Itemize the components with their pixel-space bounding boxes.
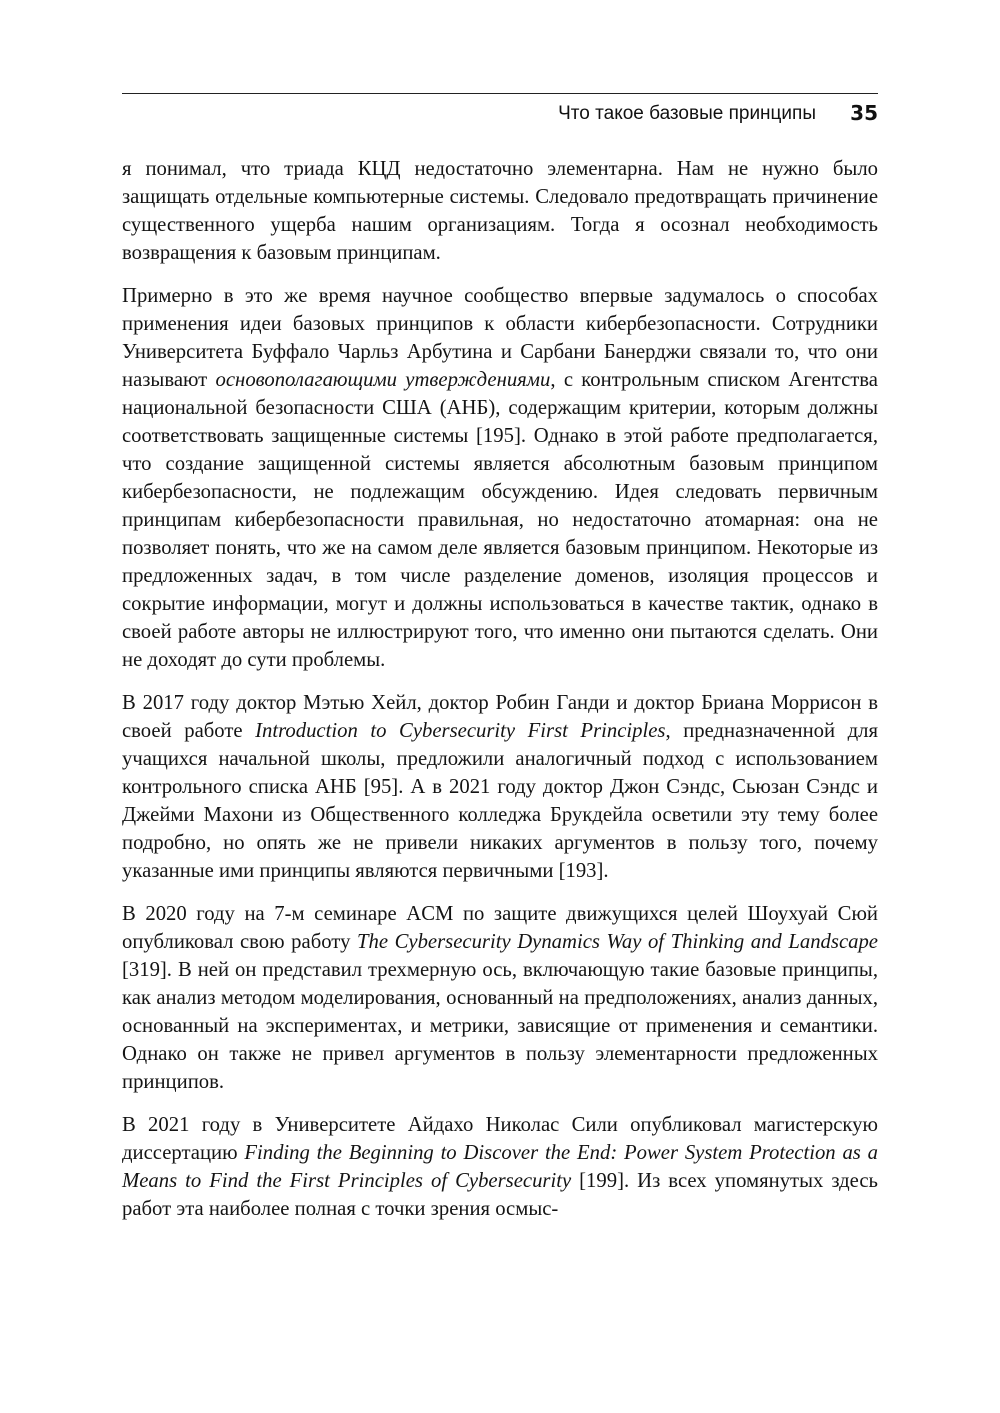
paragraph-5	[122, 1111, 878, 1223]
paragraph-text: В 2021 году в Университете Айдахо Николас Сили опубликовал магистерскую диссертацию	[122, 1114, 878, 1164]
italic-term: основополагающими утверждениями	[215, 369, 551, 391]
paragraph-2	[122, 282, 878, 674]
paragraph-text: Примерно в это же время научное сообщество впервые задумалось о способах применения идеи базовых принципов к области кибербезопасности. Сотрудники Университета Буффало Чарльз Арбутина и Сарбани Банерджи связали то, что они называют	[122, 285, 878, 391]
paragraph-4	[122, 900, 878, 1096]
italic-title: The Cybersecurity Dynamics Way of Thinking and Landscape	[356, 931, 878, 953]
paragraph-1	[122, 155, 878, 267]
paragraph-text: В 2020 году на 7-м семинаре ACM по защите движущихся целей Шоухуай Сюй опубликовал свою работу	[122, 903, 878, 953]
page-number: 35	[850, 101, 878, 125]
paragraph-3	[122, 689, 878, 885]
paragraph-text: В 2017 году доктор Мэтью Хейл, доктор Робин Ганди и доктор Бриана Моррисон в своей работе	[122, 692, 878, 742]
paragraph-text: , с контрольным списком Агентства национальной безопасности США (АНБ), содержащим критерии, которым должны соответствовать защищенные системы [195]. Однако в этой работе предполагается, что создание защищенной системы является абсолютным базовым принципом кибербезопасности, не подлежащим обсуждению. Идея следовать первичным принципам кибербезопасности правильная, но недостаточно атомарная: она не позволяет понять, что же на самом деле является базовым принципом. Некоторые из предложенных задач, в том числе разделение доменов, изоляция процессов и сокрытие информации, могут и должны использоваться в качестве тактик, однако в своей работе авторы не иллюстрируют того, что именно они пытаются сделать. Они не доходят до сути проблемы.	[122, 369, 878, 671]
paragraph-text: я понимал, что триада КЦД недостаточно элементарна. Нам не нужно было защищать отдельные компьютерные системы. Следовало предотвращать причинение существенного ущерба нашим организациям. Тогда я осознал необходимость возвращения к базовым принципам.	[122, 158, 878, 264]
italic-title: Introduction to Cybersecurity First Principles	[255, 720, 666, 742]
running-title: Что такое базовые принципы	[558, 103, 816, 124]
running-header	[122, 93, 878, 134]
body-text	[122, 155, 878, 1238]
italic-title: Finding the Beginning to Discover the End: Power System Protection as a Means to Find the First Principles of Cybersecurity	[122, 1142, 878, 1192]
paragraph-text: [199]. Из всех упомянутых здесь работ эта наиболее полная с точки зрения осмыс-	[122, 1170, 878, 1220]
paragraph-text: , предназначенной для учащихся начальной школы, предложили аналогичный подход с использованием контрольного списка АНБ [95]. А в 2021 году доктор Джон Сэндс, Сьюзан Сэндс и Джейми Махони из Общественного колледжа Брукдейла осветили эту тему более подробно, но опять же не привели никаких аргументов в пользу того, почему указанные ими принципы являются первичными [193].	[122, 720, 878, 882]
paragraph-text: [319]. В ней он представил трехмерную ось, включающую такие базовые принципы, как анализ методом моделирования, основанный на предположениях, анализ данных, основанный на экспериментах, и метрики, зависящие от применения и семантики. Однако он также не привел аргументов в пользу элементарности предложенных принципов.	[122, 959, 878, 1093]
